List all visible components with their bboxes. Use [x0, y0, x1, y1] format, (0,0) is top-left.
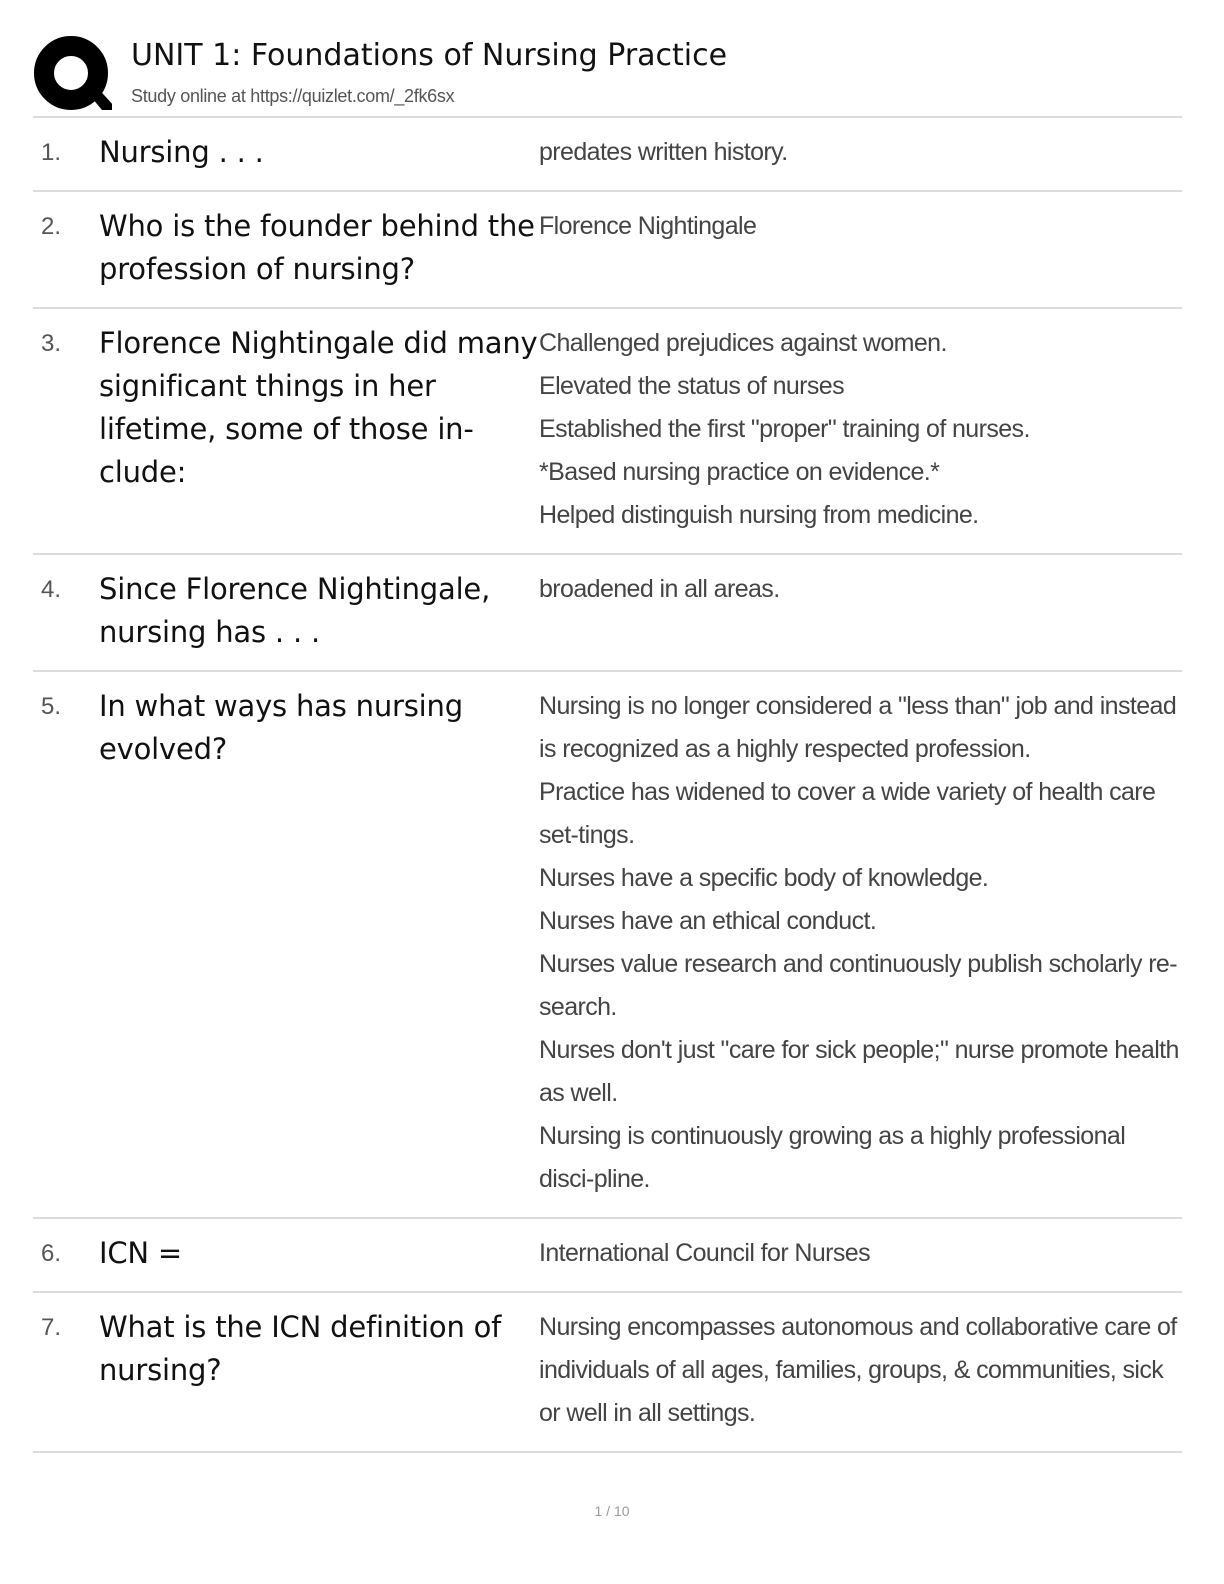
card-number: 7. — [41, 1314, 62, 1341]
card-definition — [539, 1306, 1182, 1435]
flashcard-row — [33, 118, 1182, 192]
card-term: Florence Nightingale did many significant things in her lifetime, some of those in-clude: — [99, 326, 538, 489]
definition-line: Challenged prejudices against women. — [539, 329, 947, 357]
card-number: 5. — [41, 693, 62, 720]
card-term: Nursing . . . — [99, 135, 264, 169]
card-definition — [539, 685, 1182, 1201]
flashcard-row — [33, 672, 1182, 1219]
card-number: 6. — [41, 1240, 62, 1267]
definition-line: predates written history. — [539, 138, 788, 166]
definition-line: Established the first "proper" training of nurses. — [539, 415, 1030, 443]
card-definition — [539, 205, 1182, 248]
definition-line: Nurses value research and continuously publish scholarly re-search. — [539, 950, 1177, 1021]
definition-line: International Council for Nurses — [539, 1239, 870, 1267]
card-number: 3. — [41, 330, 62, 357]
card-definition — [539, 1232, 1182, 1275]
card-term: Who is the founder behind the profession of nursing? — [99, 209, 535, 286]
definition-line: Nurses have a specific body of knowledge. — [539, 864, 989, 892]
card-number: 2. — [41, 213, 62, 240]
card-term: ICN = — [99, 1236, 183, 1270]
card-term: In what ways has nursing evolved? — [99, 689, 463, 766]
quizlet-logo-icon — [34, 36, 112, 114]
flashcard-row — [33, 1293, 1182, 1453]
card-definition — [539, 322, 1182, 537]
definition-line: Nurses have an ethical conduct. — [539, 907, 877, 935]
definition-line: Florence Nightingale — [539, 212, 757, 240]
definition-line: Nursing is no longer considered a "less than" job and instead is recognized as a highly respected profession. — [539, 692, 1177, 763]
definition-line: Nursing encompasses autonomous and collaborative care of individuals of all ages, families, groups, & communities, sick or well in all settings. — [539, 1313, 1177, 1427]
flashcard-row — [33, 309, 1182, 555]
definition-line: Practice has widened to cover a wide variety of health care set-tings. — [539, 778, 1156, 849]
flashcard-row — [33, 1219, 1182, 1293]
page-number: 1 / 10 — [594, 1503, 630, 1519]
definition-line: Elevated the status of nurses — [539, 372, 845, 400]
card-term: Since Florence Nightingale, nursing has . . . — [99, 572, 491, 649]
card-definition — [539, 568, 1182, 611]
flashcard-row — [33, 555, 1182, 672]
page-title: UNIT 1: Foundations of Nursing Practice — [131, 38, 728, 73]
card-definition — [539, 131, 1182, 174]
study-link[interactable]: Study online at https://quizlet.com/_2fk6sx — [131, 86, 455, 106]
card-term: What is the ICN definition of nursing? — [99, 1310, 502, 1387]
flashcard-list — [33, 118, 1182, 1453]
definition-line: broadened in all areas. — [539, 575, 780, 603]
definition-line: Nursing is continuously growing as a highly professional disci-pline. — [539, 1122, 1126, 1193]
definition-line: Helped distinguish nursing from medicine. — [539, 501, 979, 529]
card-number: 1. — [41, 139, 62, 166]
definition-line: Nurses don't just "care for sick people;" nurse promote health as well. — [539, 1036, 1179, 1107]
flashcard-row — [33, 192, 1182, 309]
card-number: 4. — [41, 576, 62, 603]
definition-line: *Based nursing practice on evidence.* — [539, 458, 940, 486]
